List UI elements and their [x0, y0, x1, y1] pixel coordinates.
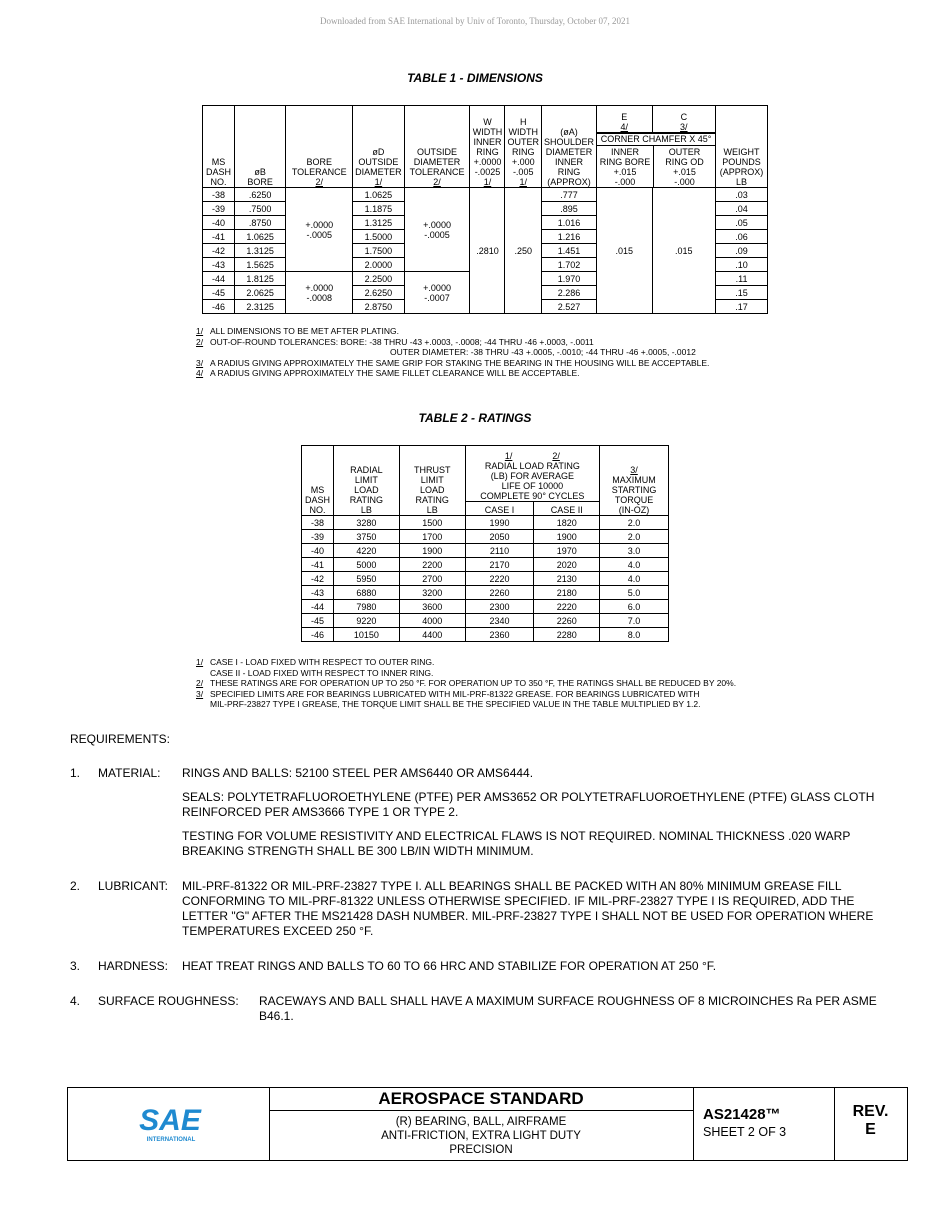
note-text: OUTER DIAMETER: -38 THRU -43 +.0005, -.0010; -44 THRU -46 +.0005, -.0012 — [390, 347, 696, 357]
header-line: INNER — [554, 157, 583, 167]
header-line: OUTSIDE — [417, 147, 458, 157]
header-chamfer: CORNER CHAMFER X 45° — [597, 133, 715, 146]
weight-cell: .10 — [716, 258, 768, 272]
dash-cell: -44 — [203, 272, 235, 286]
note-number: 3/ — [196, 688, 204, 699]
weight-cell: .11 — [716, 272, 768, 286]
header-line: 1/ — [374, 177, 383, 187]
header-line: RING — [557, 167, 581, 177]
thrust-cell: 4400 — [399, 628, 465, 642]
note-text: A RADIUS GIVING APPROXIMATELY THE SAME GRIP FOR STAKING THE BEARING IN THE HOUSING WILL BE ACCEPTABLE. — [210, 357, 710, 368]
case2-cell: 2260 — [534, 614, 600, 628]
torque-cell: 8.0 — [600, 628, 669, 642]
header-line: RADIAL LOAD RATING — [484, 461, 580, 471]
torque-cell: 7.0 — [600, 614, 669, 628]
header-line: 3/ — [680, 122, 688, 132]
header-line: RING OD — [665, 157, 704, 167]
od-cell: 2.0000 — [353, 258, 405, 272]
header-line: WIDTH — [472, 127, 503, 137]
header-bore-tolerance — [286, 106, 353, 188]
weight-cell: .04 — [716, 202, 768, 216]
shoulder-cell: .895 — [541, 202, 596, 216]
title-cell — [269, 1088, 694, 1160]
dash-cell: -38 — [302, 516, 334, 530]
shoulder-cell: 1.016 — [541, 216, 596, 230]
sheet-number: SHEET 2 OF 3 — [703, 1125, 787, 1139]
shoulder-cell: 2.527 — [541, 300, 596, 314]
table1-notes — [196, 326, 836, 379]
header-line: 1/ — [519, 177, 527, 187]
requirement-body — [182, 766, 880, 859]
header-line: øD — [372, 147, 385, 157]
header-line: BORE — [306, 157, 332, 167]
note-number: 3/ — [196, 357, 204, 368]
header-line: DIAMETER — [545, 147, 593, 157]
requirement-paragraph: HEAT TREAT RINGS AND BALLS TO 60 TO 66 HRC AND STABILIZE FOR OPERATION AT 250 °F. — [182, 959, 717, 973]
note-line — [196, 668, 836, 679]
shoulder-cell: 1.216 — [541, 230, 596, 244]
od-cell: 2.6250 — [353, 286, 405, 300]
header-line: -.000 — [614, 177, 636, 187]
requirement-number: 3. — [70, 959, 81, 973]
radial-cell: 3750 — [333, 530, 399, 544]
table-row — [302, 628, 669, 642]
dash-cell: -44 — [302, 600, 334, 614]
note-number: 1/ — [196, 657, 204, 667]
header-line: W — [483, 117, 492, 127]
title-line-2: ANTI-FRICTION, EXTRA LIGHT DUTY — [381, 1130, 581, 1142]
header-line: THRUST — [413, 465, 451, 475]
header-bore — [234, 106, 285, 188]
header-od-tolerance — [404, 106, 470, 188]
ratings-table — [301, 445, 669, 642]
header-line: H — [519, 117, 527, 127]
case1-cell: 2360 — [465, 628, 534, 642]
title-block — [67, 1087, 908, 1161]
requirement-label: LUBRICANT: — [98, 879, 169, 893]
header-line: E — [621, 112, 628, 122]
od-cell: 1.1875 — [353, 202, 405, 216]
header-line: RING BORE — [599, 157, 651, 167]
case1-cell: 2300 — [465, 600, 534, 614]
header-line: LOAD — [419, 485, 445, 495]
dash-cell: -41 — [203, 230, 235, 244]
header-line: TOLERANCE — [291, 167, 347, 177]
requirement-label: SURFACE ROUGHNESS: — [98, 994, 239, 1008]
case2-cell: 2280 — [534, 628, 600, 642]
header-line: +.015 — [613, 167, 637, 177]
bore-tolerance-cell: +.0000 -.0005 — [286, 188, 353, 272]
header-line: MS — [211, 157, 226, 167]
header-thrust-limit — [399, 446, 465, 516]
header-radial-limit — [333, 446, 399, 516]
chamfer-e-cell: .015 — [596, 188, 652, 314]
doc-number-cell — [694, 1088, 835, 1160]
header-weight — [716, 106, 768, 188]
header-line: LB — [360, 505, 372, 515]
dimensions-table — [202, 105, 768, 314]
case1-cell: 2220 — [465, 572, 534, 586]
note-ref: 2/ — [552, 451, 560, 461]
header-line: OUTER — [507, 137, 539, 147]
header-line: OUTER — [668, 147, 701, 157]
header-line: 3/ — [630, 465, 638, 475]
radial-cell: 7980 — [333, 600, 399, 614]
note-ref: 1/ — [504, 451, 513, 461]
logo-subtext: INTERNATIONAL — [146, 1137, 196, 1143]
note-number: 2/ — [196, 678, 204, 688]
note-text: SPECIFIED LIMITS ARE FOR BEARINGS LUBRICATED WITH MIL-PRF-81322 GREASE. FOR BEARINGS LUBRICATED WITH — [210, 688, 700, 699]
requirement-item — [70, 879, 880, 939]
requirement-paragraph: TESTING FOR VOLUME RESISTIVITY AND ELECTRICAL FLAWS IS NOT REQUIRED. NOMINAL THICKNESS .020 WARP BREAKING STRENGTH SHALL BE 300 LB/IN WIDTH MINIMUM. — [182, 829, 851, 858]
table-row — [302, 572, 669, 586]
torque-cell: 6.0 — [600, 600, 669, 614]
header-e — [596, 106, 652, 133]
note-text: CASE II - LOAD FIXED WITH RESPECT TO INNER RING. — [210, 667, 434, 678]
requirement-number: 1. — [70, 766, 81, 780]
note-number — [196, 699, 210, 710]
header-line: +.015 — [673, 167, 696, 177]
logo-text: SAE — [139, 1104, 201, 1137]
note-line — [196, 678, 836, 689]
header-line: SHOULDER — [543, 137, 594, 147]
note-text: MIL-PRF-23827 TYPE I GREASE, THE TORQUE LIMIT SHALL BE THE SPECIFIED VALUE IN THE TABLE MULTIPLIED BY 1.2. — [210, 699, 701, 709]
shoulder-cell: 1.451 — [541, 244, 596, 258]
dash-cell: -40 — [203, 216, 235, 230]
header-outside-diameter — [353, 106, 405, 188]
header-width-inner — [470, 106, 505, 188]
requirement-number: 4. — [70, 994, 81, 1008]
thrust-cell: 1700 — [399, 530, 465, 544]
header-line: -.005 — [512, 167, 534, 177]
dash-cell: -46 — [203, 300, 235, 314]
note-text: A RADIUS GIVING APPROXIMATELY THE SAME FILLET CLEARANCE WILL BE ACCEPTABLE. — [210, 368, 580, 378]
header-line: 1/ — [483, 177, 492, 187]
dash-cell: -43 — [302, 586, 334, 600]
radial-cell: 10150 — [333, 628, 399, 642]
header-line: RADIAL — [350, 465, 383, 475]
torque-cell: 2.0 — [600, 530, 669, 544]
header-line: 4/ — [620, 122, 629, 132]
case1-cell: 2260 — [465, 586, 534, 600]
radial-cell: 5950 — [333, 572, 399, 586]
note-text: CASE I - LOAD FIXED WITH RESPECT TO OUTER RING. — [210, 657, 435, 667]
header-line: LIMIT — [420, 475, 444, 485]
requirement-item — [70, 959, 880, 974]
table-row — [302, 586, 669, 600]
od-cell: 1.3125 — [353, 216, 405, 230]
dash-cell: -38 — [203, 188, 235, 202]
case1-cell: 2170 — [465, 558, 534, 572]
width-inner-cell: .2810 — [470, 188, 505, 314]
header-line: NO. — [210, 177, 227, 187]
revision-cell — [835, 1088, 906, 1160]
note-number — [196, 668, 210, 679]
thrust-cell: 1900 — [399, 544, 465, 558]
radial-cell: 4220 — [333, 544, 399, 558]
header-case2: CASE II — [534, 502, 600, 516]
requirement-item — [70, 766, 880, 859]
header-line: LB — [736, 177, 748, 187]
weight-cell: .05 — [716, 216, 768, 230]
requirement-paragraph: MIL-PRF-81322 OR MIL-PRF-23827 TYPE I. ALL BEARINGS SHALL BE PACKED WITH AN 80% MINIMUM GREASE FILL CONFORMING TO MIL-PRF-81322 UNLESS OTHERWISE SPECIFIED. IF MIL-PRF-23827 TYPE I IS REQUIRED, ADD THE LETTER "G" AFTER THE MS21428 DASH NUMBER. MIL-PRF-23827 TYPE I SHALL NOT BE USED FOR OPERATION WHERE TEMPERATURES EXCEED 250 °F. — [182, 879, 874, 938]
weight-cell: .06 — [716, 230, 768, 244]
bore-tolerance-cell: +.0000 -.0008 — [286, 272, 353, 314]
note-line — [196, 699, 836, 710]
header-line: øB — [254, 167, 266, 177]
radial-cell: 6880 — [333, 586, 399, 600]
header-line: OUTSIDE — [358, 157, 399, 167]
header-line: +.0000 — [473, 157, 502, 167]
header-line: (APPROX) — [719, 167, 764, 177]
note-refs — [468, 451, 597, 461]
doc-number: AS21428™ — [703, 1106, 781, 1123]
dash-cell: -43 — [203, 258, 235, 272]
header-line: WIDTH — [508, 127, 538, 137]
requirement-paragraph: RACEWAYS AND BALL SHALL HAVE A MAXIMUM SURFACE ROUGHNESS OF 8 MICROINCHES Ra PER ASME B46.1. — [259, 994, 877, 1023]
table-row — [302, 600, 669, 614]
case2-cell: 1970 — [534, 544, 600, 558]
case1-cell: 1990 — [465, 516, 534, 530]
table-row — [302, 614, 669, 628]
torque-cell: 5.0 — [600, 586, 669, 600]
header-shoulder-diameter — [541, 106, 596, 188]
bore-cell: 1.8125 — [234, 272, 285, 286]
requirement-body — [182, 959, 880, 974]
note-line — [196, 689, 836, 700]
header-line: INNER — [610, 147, 639, 157]
header-line: +.000 — [511, 157, 535, 167]
table-row — [302, 530, 669, 544]
header-line: C — [680, 112, 688, 122]
case1-cell: 2110 — [465, 544, 534, 558]
requirements-title: REQUIREMENTS: — [70, 732, 171, 746]
table2-title: TABLE 2 - RATINGS — [418, 411, 532, 425]
od-cell: 1.5000 — [353, 230, 405, 244]
torque-cell: 4.0 — [600, 572, 669, 586]
header-line: MS — [310, 485, 325, 495]
header-line: -.000 — [674, 177, 695, 187]
thrust-cell: 4000 — [399, 614, 465, 628]
header-line: RATING — [415, 495, 449, 505]
header-line: 2/ — [315, 177, 323, 187]
logo-cell — [68, 1088, 270, 1160]
shoulder-cell: 2.286 — [541, 286, 596, 300]
header-line: RING — [511, 147, 535, 157]
od-tolerance-cell: +.0000 -.0007 — [404, 272, 470, 314]
note-text: THESE RATINGS ARE FOR OPERATION UP TO 250 °F. FOR OPERATION UP TO 350 °F, THE RATINGS SHALL BE REDUCED BY 20%. — [210, 678, 737, 688]
bore-cell: 1.0625 — [234, 230, 285, 244]
bore-cell: 2.0625 — [234, 286, 285, 300]
note-line — [196, 347, 836, 358]
case2-cell: 2020 — [534, 558, 600, 572]
header-line: COMPLETE 90° CYCLES — [480, 491, 585, 501]
weight-cell: .09 — [716, 244, 768, 258]
download-note: Downloaded from SAE International by Univ of Toronto, Thursday, October 07, 2021 — [320, 16, 630, 26]
requirement-body — [182, 879, 880, 939]
requirement-number: 2. — [70, 879, 81, 893]
bore-cell: .7500 — [234, 202, 285, 216]
weight-cell: .15 — [716, 286, 768, 300]
note-number: 1/ — [196, 326, 204, 336]
case2-cell: 1900 — [534, 530, 600, 544]
requirements-list — [70, 766, 880, 1024]
dash-cell: -42 — [203, 244, 235, 258]
weight-cell: .03 — [716, 188, 768, 202]
thrust-cell: 2700 — [399, 572, 465, 586]
header-c — [652, 106, 716, 133]
header-line: NO. — [309, 505, 326, 515]
case2-cell: 2130 — [534, 572, 600, 586]
requirement-paragraph: RINGS AND BALLS: 52100 STEEL PER AMS6440 OR AMS6444. — [182, 766, 534, 780]
dash-cell: -46 — [302, 628, 334, 642]
header-line: INNER — [473, 137, 502, 147]
note-text: OUT-OF-ROUND TOLERANCES: BORE: -38 THRU -43 +.0003, -.0008; -44 THRU -46 +.0003, -.0011 — [210, 336, 594, 347]
od-cell: 2.8750 — [353, 300, 405, 314]
dash-cell: -39 — [302, 530, 334, 544]
thrust-cell: 1500 — [399, 516, 465, 530]
title-line-3: PRECISION — [449, 1144, 513, 1156]
table-row — [302, 516, 669, 530]
standard-type: AEROSPACE STANDARD — [269, 1088, 693, 1111]
torque-cell: 3.0 — [600, 544, 669, 558]
header-line: STARTING — [611, 485, 657, 495]
note-line — [196, 326, 836, 337]
note-line — [196, 358, 836, 369]
header-line: DIAMETER — [355, 167, 402, 177]
radial-cell: 3280 — [333, 516, 399, 530]
header-ms-dash — [302, 446, 334, 516]
requirement-paragraph: SEALS: POLYTETRAFLUOROETHYLENE (PTFE) PER AMS3652 OR POLYTETRAFLUOROETHYLENE (PTFE) GLASS CLOTH REINFORCED PER AMS3666 TYPE 1 OR TYPE 2. — [182, 790, 875, 819]
header-line: WEIGHT — [723, 147, 760, 157]
header-line: LIMIT — [354, 475, 378, 485]
table-row — [203, 188, 768, 202]
thrust-cell: 2200 — [399, 558, 465, 572]
note-line — [196, 657, 836, 668]
torque-cell: 4.0 — [600, 558, 669, 572]
case1-cell: 2340 — [465, 614, 534, 628]
case1-cell: 2050 — [465, 530, 534, 544]
note-line — [196, 337, 836, 348]
header-case1: CASE I — [465, 502, 534, 516]
table1-title: TABLE 1 - DIMENSIONS — [407, 71, 543, 85]
dash-cell: -41 — [302, 558, 334, 572]
header-inner-ring-bore — [597, 146, 654, 187]
header-max-torque — [600, 446, 669, 516]
chamfer-c-cell: .015 — [652, 188, 716, 314]
od-cell: 1.7500 — [353, 244, 405, 258]
rev-value: E — [865, 1121, 876, 1138]
sae-logo — [138, 1102, 202, 1144]
header-line: (IN-OZ) — [618, 505, 650, 515]
header-line: RATING — [349, 495, 384, 505]
header-line: LIFE OF 10000 — [501, 481, 564, 491]
rev-label: REV. — [852, 1103, 889, 1120]
dash-cell: -42 — [302, 572, 334, 586]
od-tolerance-cell: +.0000 -.0005 — [404, 188, 470, 272]
case2-cell: 2180 — [534, 586, 600, 600]
od-cell: 1.0625 — [353, 188, 405, 202]
weight-cell: .17 — [716, 300, 768, 314]
shoulder-cell: .777 — [541, 188, 596, 202]
note-number: 4/ — [196, 368, 204, 378]
header-line: LB — [426, 505, 438, 515]
header-line: 2/ — [433, 177, 441, 187]
header-width-outer — [505, 106, 542, 188]
note-line — [196, 368, 836, 379]
dash-cell: -40 — [302, 544, 334, 558]
header-line: BORE — [247, 177, 273, 187]
bore-cell: .8750 — [234, 216, 285, 230]
header-line: DASH — [304, 495, 330, 505]
note-number: 2/ — [196, 336, 204, 347]
header-outer-ring-od — [654, 146, 715, 187]
thrust-cell: 3600 — [399, 600, 465, 614]
table-row — [302, 558, 669, 572]
case2-cell: 1820 — [534, 516, 600, 530]
header-line: TOLERANCE — [409, 167, 465, 177]
radial-cell: 5000 — [333, 558, 399, 572]
shoulder-cell: 1.702 — [541, 258, 596, 272]
requirement-label: MATERIAL: — [98, 766, 161, 780]
radial-cell: 9220 — [333, 614, 399, 628]
bore-cell: .6250 — [234, 188, 285, 202]
header-line: POUNDS — [722, 157, 761, 167]
header-line: -.0025 — [474, 167, 501, 177]
note-text: ALL DIMENSIONS TO BE MET AFTER PLATING. — [210, 326, 399, 336]
header-ms-dash — [203, 106, 235, 188]
header-radial-load-rating — [465, 446, 599, 502]
table-row — [302, 544, 669, 558]
header-line: (APPROX) — [547, 177, 591, 187]
title-line-1: (R) BEARING, BALL, AIRFRAME — [395, 1116, 567, 1128]
requirement-label: HARDNESS: — [98, 959, 169, 973]
requirement-item — [70, 994, 880, 1024]
header-line: (øA) — [560, 127, 578, 137]
table2-notes — [196, 657, 836, 710]
header-line: (LB) FOR AVERAGE — [490, 471, 575, 481]
bore-cell: 1.5625 — [234, 258, 285, 272]
header-line: LOAD — [354, 485, 379, 495]
od-cell: 2.2500 — [353, 272, 405, 286]
dash-cell: -45 — [203, 286, 235, 300]
dash-cell: -39 — [203, 202, 235, 216]
case2-cell: 2220 — [534, 600, 600, 614]
dash-cell: -45 — [302, 614, 334, 628]
width-outer-cell: .250 — [505, 188, 542, 314]
note-number — [196, 347, 210, 358]
header-line: DIAMETER — [413, 157, 461, 167]
header-line: RING — [476, 147, 499, 157]
header-line: MAXIMUM — [612, 475, 656, 485]
requirement-body — [259, 994, 880, 1024]
shoulder-cell: 1.970 — [541, 272, 596, 286]
header-chamfer-group — [596, 133, 715, 188]
thrust-cell: 3200 — [399, 586, 465, 600]
bore-cell: 1.3125 — [234, 244, 285, 258]
torque-cell: 2.0 — [600, 516, 669, 530]
header-line: DASH — [205, 167, 231, 177]
header-line: TORQUE — [614, 495, 654, 505]
bore-cell: 2.3125 — [234, 300, 285, 314]
table1-header-row-1 — [203, 106, 768, 133]
